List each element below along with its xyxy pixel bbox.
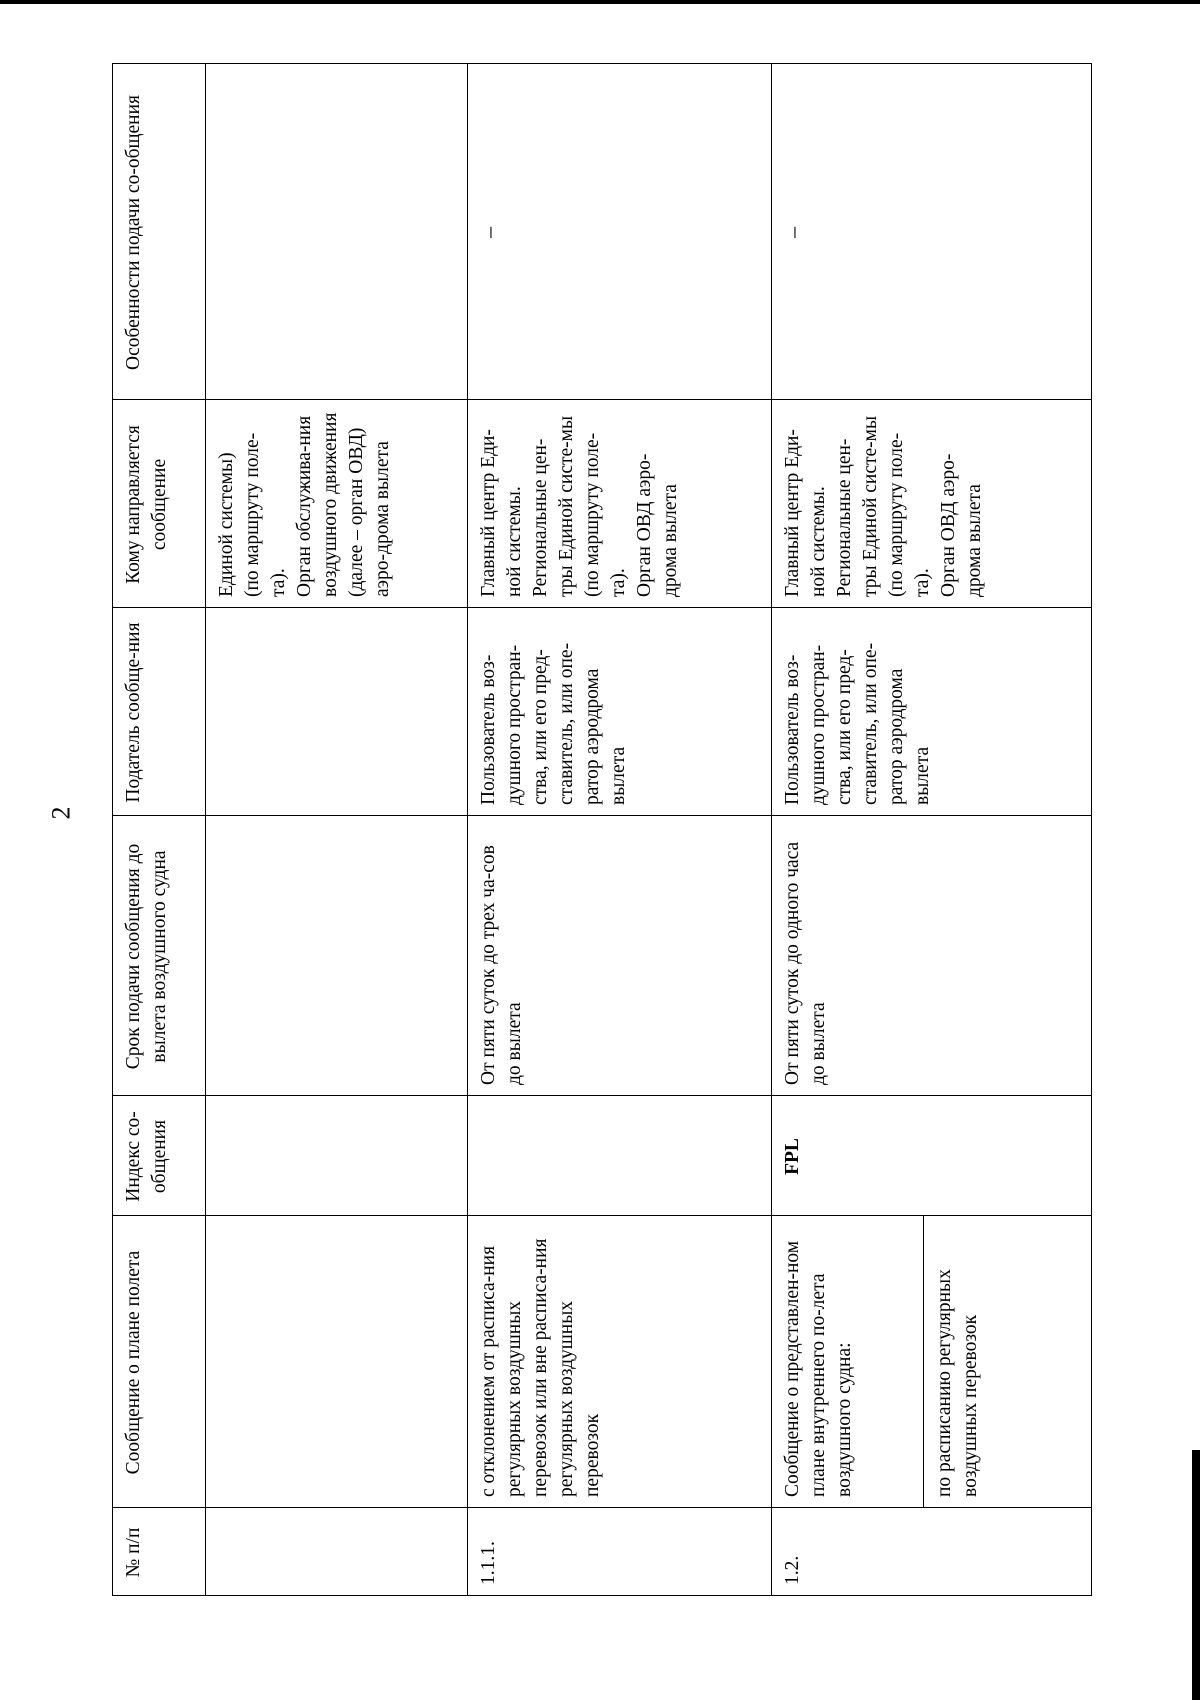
cell-num: 1.1.1. [468, 1508, 772, 1596]
header-index: Индекс со-общения [113, 1096, 206, 1216]
scan-top-border [0, 0, 1200, 4]
cell-submitter [206, 608, 468, 816]
table-row-continued [206, 64, 468, 1596]
document-table-wrapper [112, 64, 1080, 1596]
recipient-line: Главный центр Еди-ной системы. [782, 429, 829, 597]
cell-deadline [206, 816, 468, 1096]
header-features: Особенности подачи со-общения [113, 64, 206, 400]
cell-features [206, 64, 468, 400]
scan-right-edge [1192, 1450, 1200, 1700]
recipient-line: Региональные цен-тры Единой систе-мы [530, 415, 577, 597]
header-recipient: Кому направляется сообщение [113, 400, 206, 608]
page-number: 2 [46, 806, 76, 820]
cell-deadline: От пяти суток до трех ча-сов до вылета [468, 816, 772, 1096]
recipient-line: Орган обслужива-ния воздушного движения (далее – орган ОВД) аэро-дрома вылета [294, 412, 393, 597]
cell-submitter: Пользователь воз-душного простран-ства, или его пред-ставитель, или опе-ратор аэродрома вылета [772, 608, 1092, 816]
cell-deadline: От пяти суток до одного часа до вылета [772, 816, 1092, 1096]
cell-index [468, 1096, 772, 1216]
table-row-1-2 [772, 64, 924, 1596]
cell-features: – [468, 64, 772, 400]
recipient-line: Единой системы) [216, 452, 237, 597]
cell-features: – [772, 64, 1092, 400]
recipient-line: Главный центр Еди-ной системы. [478, 429, 525, 597]
table-header-row [113, 64, 206, 1596]
cell-message [206, 1216, 468, 1508]
recipient-line: (по маршруту поле-та). [886, 432, 933, 597]
cell-message: Сообщение о представлен-ном плане внутреннего по-лета воздушного судна: [772, 1216, 924, 1508]
cell-index [206, 1096, 468, 1216]
recipient-line: (по маршруту поле-та). [242, 432, 289, 597]
header-num: № п/п [113, 1508, 206, 1596]
header-message: Сообщение о плане полета [113, 1216, 206, 1508]
recipient-line: Орган ОВД аэро-дрома вылета [938, 453, 985, 597]
flight-plan-messages-table [112, 63, 1092, 1596]
cell-num [206, 1508, 468, 1596]
cell-submitter: Пользователь воз-душного простран-ства, или его пред-ставитель, или опе-ратор аэродрома вылета [468, 608, 772, 816]
cell-message: с отклонением от расписа-ния регулярных воздушных перевозок или вне расписа-ния регулярных воздушных перевозок [468, 1216, 772, 1508]
cell-recipient [206, 400, 468, 608]
recipient-line: (по маршруту поле-та). [582, 432, 629, 597]
cell-recipient [772, 400, 1092, 608]
recipient-line: Региональные цен-тры Единой систе-мы [834, 415, 881, 597]
recipient-line: Орган ОВД аэро-дрома вылета [634, 453, 681, 597]
cell-recipient [468, 400, 772, 608]
header-deadline: Срок подачи сообщения до вылета воздушного судна [113, 816, 206, 1096]
cell-num: 1.2. [772, 1508, 1092, 1596]
table-row-1-1-1 [468, 64, 772, 1596]
cell-sub-message: по расписанию регулярных воздушных перевозок [924, 1216, 1092, 1508]
header-submitter: Податель сообще-ния [113, 608, 206, 816]
cell-index: FPL [772, 1096, 1092, 1216]
